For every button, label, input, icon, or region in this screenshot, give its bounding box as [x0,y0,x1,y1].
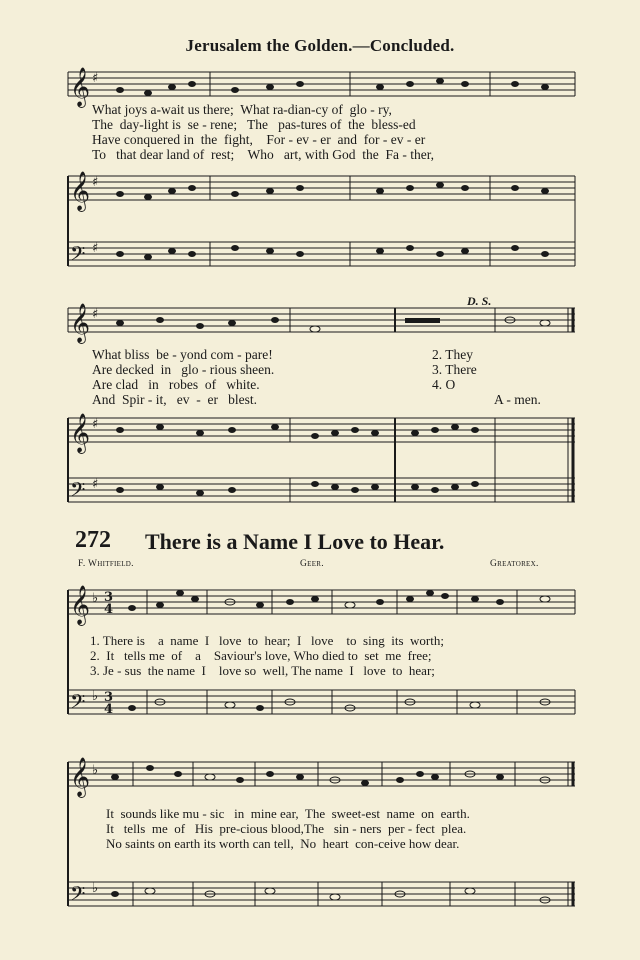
amen-text: A - men. [494,392,541,407]
svg-text:♯: ♯ [92,175,99,190]
svg-text:𝄞: 𝄞 [70,757,91,797]
svg-text:4: 4 [104,602,114,617]
svg-text:♯: ♯ [92,71,99,86]
verse-line: What joys a-wait us there; What ra-dian-cy of glo - ry, [92,102,392,117]
tune-name: Geer. [300,559,324,569]
svg-text:𝄢: 𝄢 [70,478,86,506]
verse-line: 3. Je - sus the name I love so well, The name I love to hear; [90,663,435,678]
verse-line: It tells me of His pre-cious blood,The sin - ners per - fect plea. [106,821,467,836]
svg-text:𝄢: 𝄢 [70,882,86,910]
svg-text:♭: ♭ [92,689,99,704]
section-title: Jerusalem the Golden.—Concluded. [185,36,455,55]
svg-text:3: 3 [104,690,114,705]
hymn-number: 272 [75,527,111,553]
verse-line: To that dear land of rest; Who art, with God the Fa - ther, [92,147,435,162]
verse-block-2 [92,347,352,407]
author: F. Whitfield. [78,559,134,569]
verse-line: 2. It tells me of a Saviour's love, Who died to set me free; [90,648,432,663]
svg-text:4: 4 [104,702,114,717]
svg-text:𝄞: 𝄞 [70,413,91,453]
verse-line: Are clad in robes of white. [92,377,260,392]
verse-line: 1. There is a name I love to hear; I love to sing its worth; [90,633,444,648]
verse-block-1 [92,102,562,162]
svg-text:𝄞: 𝄞 [70,171,91,211]
hymn-title: There is a Name I Love to Hear. [145,529,445,554]
svg-text:♯: ♯ [92,307,99,322]
repeat-word: 2. They [432,347,473,362]
verse-line: It sounds like mu - sic in mine ear, The sweet-est name on earth. [106,806,470,821]
svg-text:3: 3 [104,590,114,605]
verse-line: What bliss be - yond com - pare! [92,347,273,362]
repeat-word: 3. There [432,362,477,377]
svg-text:♯: ♯ [92,477,99,492]
hymn-verse-block-2 [106,806,576,851]
music-staves-2 [60,296,580,526]
verse-line: The day-light is se - rene; The pas-tures of the bless-ed [92,117,416,132]
svg-text:♯: ♯ [92,241,99,256]
music-staves-1 [60,60,580,310]
svg-text:♭: ♭ [92,763,99,778]
svg-text:♭: ♭ [92,591,99,606]
svg-text:𝄢: 𝄢 [70,690,86,718]
svg-text:𝄞: 𝄞 [70,67,91,107]
verse-line: Are decked in glo - rious sheen. [92,362,275,377]
repeat-word: 4. O [432,377,456,392]
ds-marking: D. S. [467,294,492,308]
verse-line: Have conquered in the fight, For - ev - er and for - ev - er [92,132,426,147]
verse-line: No saints on earth its worth can tell, No heart con-ceive how dear. [106,836,460,851]
svg-text:𝄞: 𝄞 [70,585,91,625]
composer: Greatorex. [490,559,539,569]
svg-text:𝄞: 𝄞 [70,303,91,343]
repeat-verse-starts [432,347,541,407]
verse-line: And Spir - it, ev - er blest. [92,392,257,407]
svg-text:𝄢: 𝄢 [70,242,86,270]
hymn-verse-block-1 [90,633,575,678]
svg-text:♭: ♭ [92,881,99,896]
svg-text:♯: ♯ [92,417,99,432]
